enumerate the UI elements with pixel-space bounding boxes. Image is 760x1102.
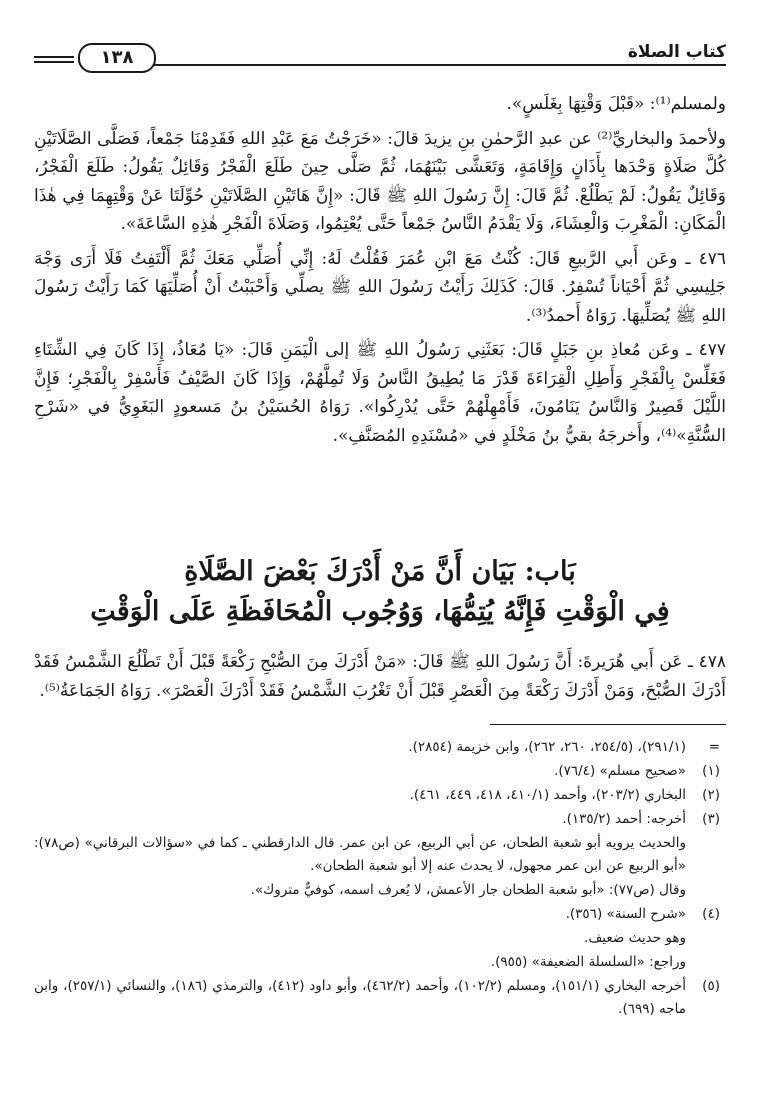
page-number: ١٣٨ [78,43,156,73]
hadith-478: ٤٧٨ ـ عَن أَبي هُرَيرةَ: أَنَّ رَسُولَ اللهِ ﷺ قَالَ: «مَنْ أَدْرَكَ مِنَ الصُّبْحِ رَكْعَةً قَبْلَ أَنْ تَطْلُعَ الشَّمْسُ فَقَدْ أَدْرَكَ الصُّبْحَ، وَمَنْ أَدْرَكَ رَكْعَةً مِنَ الْعَصْرِ قَبْلَ أَنْ تَغْرُبَ الشَّمْسُ فَقَدْ أَدْرَكَ الْعَصْرَ». رَوَاهُ الجَمَاعَةُ⁽⁵⁾. [34,652,726,701]
paragraph-muslim: ولمسلم⁽¹⁾: «قَبْلَ وَقْتِهَا بِغَلَسٍ». [506,94,726,114]
footnote-text: (٢٩١/١)، (٢٥٤/٥، ٢٦٠، ٢٦٢)، وابن خزيمة (٢٨٥٤). [408,739,686,755]
header-rule [154,64,726,66]
footnote-mark: = [708,739,720,755]
footnote-mark: (٣) [702,811,720,827]
footnote [34,760,726,783]
footnote-text: والحديث يرويه أبو شعبة الطحان، عن أبي الربيع، عن ابن عمر. قال الدارقطني ـ كما في «سؤالات البرقاني» (ص٧٨): «أبو الربيع عن ابن عمر مجهول، لا يحدث عنه إلا أبو شعبة الطحان». [34,835,686,874]
footnote [34,927,726,950]
footnote-text: وهو حديث ضعيف. [584,930,686,946]
hadith-476: ٤٧٦ ـ وعَن أَبي الرَّبيعِ قَالَ: كُنْتُ مَعَ ابْنِ عُمَرَ فَقُلْتُ لَهُ: إِنِّي أُصَلِّي مَعَكَ ثُمَّ أَلْتَفِتُ فَلَا أَرَى وَجْهَ جَلِيسِي ثُمَّ أَحْيَاناً تُسْفِرُ. قَالَ: كَذَلِكَ رَأَيْتُ رَسُولَ اللهِ ﷺ يصلِّي وَأَحْبَبْتُ أَنْ أُصَلِّيَهَا كَمَا رَأَيْتُ رَسُولَ اللهِ ﷺ يُصَلِّيهَا. رَوَاهُ أَحمدُ⁽³⁾. [34,248,726,326]
header-rule-left-bottom [34,61,74,63]
footnote-text: «صحيح مسلم» (٧٦/٤). [554,763,686,779]
footnote-text: وراجع: «السلسلة الضعيفة» (٩٥٥). [490,954,686,970]
footnote-mark [686,879,726,902]
footnotes [34,736,726,1022]
footnote [34,879,726,902]
chapter-heading-line-2: فِي الْوَقْتِ فَإِنَّهُ يُتِمُّهَا، وَوُجُوب الْمُحَافَظَةِ عَلَى الْوَقْتِ [90,596,670,627]
footnote-separator [490,724,726,725]
footnote [34,975,726,1021]
footnote [34,808,726,831]
book-title: كتاب الصلاة [627,42,726,62]
footnote-text: أخرجه البخاري (١٥١/١)، ومسلم (١٠٢/٢)، وأحمد (٤٦٢/٢)، وأبو داود (٤١٢)، والترمذي (١٨٦)، والنسائي (٢٥٧/١)، وابن ماجه (٦٩٩). [34,978,686,1017]
footnote-mark [686,927,726,950]
footnote-mark [686,951,726,974]
footnote-text: أخرجه: أحمد (١٣٥/٢). [562,811,686,827]
footnote [34,903,726,926]
main-text [34,90,726,450]
footnote [34,832,726,878]
footnote-mark: (٥) [702,978,720,994]
footnote [34,951,726,974]
footnote-mark [686,832,726,878]
paragraph-ahmad-bukhari: ولأحمدَ والبخاريِّ⁽²⁾ عن عبدِ الرَّحمٰنِ بنِ يزيدَ قالَ: «خَرَجْتُ مَعَ عَبْدِ اللهِ فَقَدِمْنَا جَمْعاً، فَصَلَّى الصَّلَاتَيْنِ كُلَّ صَلَاةٍ وَحْدَها بِأَذَانٍ وَإِقَامَةٍ، وَتَعَشَّى بَيْنَهُمَا، ثُمَّ صَلَّى حِينَ طَلَعَ الْفَجْرُ وَقَائِلٌ يَقُولُ: طَلَعَ الْفَجْرُ، وَقَائِلٌ يَقُولُ: لَمْ يَطْلُعْ. ثُمَّ قَالَ: إِنَّ رَسُولَ اللهِ ﷺ قَالَ: «إِنَّ هَاتَيْنِ الصَّلَاتَيْنِ حُوِّلَتَا عَنْ وَقْتِهِمَا فِي هٰذَا الْمَكَانِ: الْمَغْرِبَ وَالْعِشَاءَ، وَلَا يَقْدَمُ النَّاسُ جَمْعاً حَتَّى يُعْتِمُوا، وَصَلَاةَ الْفَجْرِ هٰذِهِ السَّاعَةَ». [34,128,726,234]
footnote-mark: (١) [702,763,720,779]
footnote-mark: (٤) [702,906,720,922]
hadith-477: ٤٧٧ ـ وعَن مُعاذِ بنِ جَبَلٍ قَالَ: بَعَثَنِي رَسُولُ اللهِ ﷺ إلى الْيَمَنِ قَالَ: «يَا مُعَاذُ، إِذَا كَانَ فِي الشِّتَاءِ فَغَلِّسْ بِالْفَجْرِ وَأَطِلِ الْقِرَاءَةَ قَدْرَ مَا يُطِيقُ النَّاسُ وَلَا تُمِلَّهُمْ، وَإِذَا كَانَ الصَّيْفُ فَأَسْفِرْ بِالْفَجْرِ؛ فَإِنَّ اللَّيْلَ قَصِيرٌ وَالنَّاسُ يَنَامُونَ، فَأَمْهِلْهُمْ حَتَّى يُدْرِكُوا». رَوَاهُ الحُسَيْنُ بنُ مَسعودٍ البَغَوِيُّ في «شَرْحِ السُّنَّةِ»⁽⁴⁾، وأَخرجَهُ بقيُّ بنُ مَخْلَدٍ في «مُسْنَدِهِ المُصَنَّفِ». [34,340,726,446]
page-header [34,38,726,78]
chapter-heading [34,552,726,632]
footnote-text: «شرح السنة» (٣٥٦). [565,906,686,922]
footnote [34,736,726,759]
footnote-text: وقال (ص٧٧): «أبو شعبة الطحان جار الأعمش، لا يُعرف اسمه، كوفيٌّ متروك». [250,882,686,898]
footnote-text: البخاري (٢٠٣/٢)، وأحمد (٤١٠/١، ٤١٨، ٤٤٩، ٤٦١). [409,787,686,803]
footnote [34,784,726,807]
footnote-mark: (٢) [702,787,720,803]
chapter-heading-line-1: بَاب: بَيَان أَنَّ مَنْ أَدْرَكَ بَعْضَ الصَّلَاةِ [184,556,576,587]
chapter-body [34,648,726,705]
header-rule-left-top [34,56,74,58]
